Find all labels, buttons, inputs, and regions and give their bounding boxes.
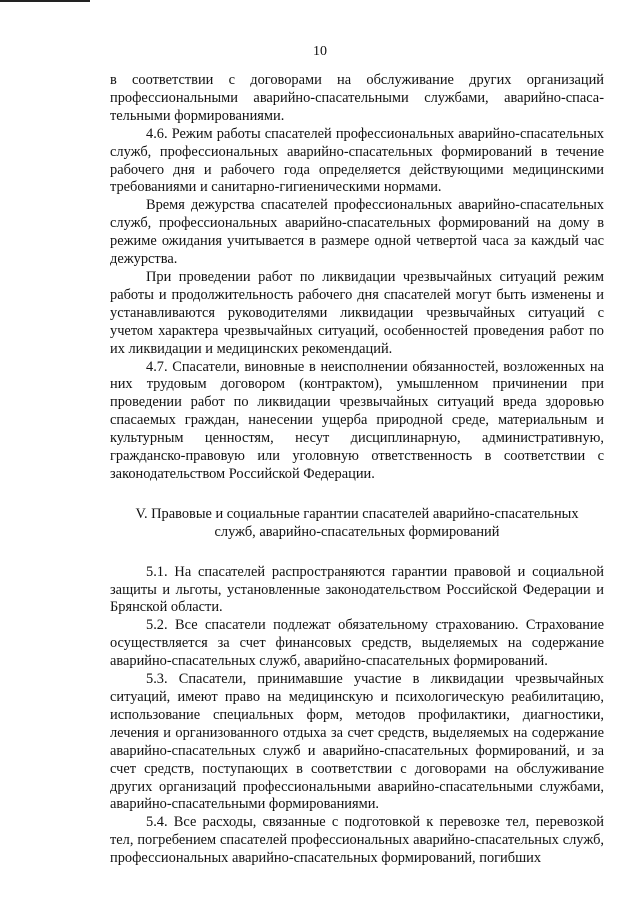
section-heading-line-1: V. Правовые и социальные гарантии спасателей аварийно-спасательных — [135, 505, 579, 522]
paragraph-4-7: 4.7. Спасатели, виновные в неисполнении обязанностей, возложенных на них трудовым договором (контрактом), умышленном причинении при проведении работ по ликвидации чрезвычайных ситуаций вреда здоровью спасаемых граждан, нанесении ущерба природной среде, материальным и культурным ценностям, несут дисциплинарную, административную, гражданско-правовую или уголовную ответственность в соответствии с законодательством Российской Федерации. — [110, 358, 604, 482]
document-body — [110, 72, 604, 868]
page-number: 10 — [313, 44, 327, 59]
paragraph-emergency-mode: При проведении работ по ликвидации чрезвычайных ситуаций режим работы и продолжительность рабочего дня спасателей могут быть изменены и устанавливаются руководителями ликвидации чрезвычайных ситуаций с учетом характера чрезвычайных ситуаций, особенностей проведения работ по их ликвидации и медицинских рекомендаций. — [110, 268, 604, 357]
section-heading — [110, 506, 604, 542]
paragraph-5-2: 5.2. Все спасатели подлежат обязательному страхованию. Страхование осуществляется за счет финансовых средств, выделяемых на содержание аварийно-спасательных служб, аварийно-спасательных формирований. — [110, 617, 604, 670]
paragraph-4-6: 4.6. Режим работы спасателей профессиональных аварийно-спасательных служб, профессиональных аварийно-спасательных формирований в течение рабочего дня и рабочего года определяется действующими медицинскими требованиями и санитарно-гигиеническими нормами. — [110, 125, 604, 196]
header-rule — [0, 0, 90, 2]
paragraph-continuation: в соответствии с договорами на обслуживание других организаций профессиональными аварийно-спасательными службами, аварийно-спасательными формированиями. — [110, 72, 604, 124]
paragraph-5-4: 5.4. Все расходы, связанные с подготовкой к перевозке тел, перевозкой тел, погребением спасателей профессиональных аварийно-спасательных служб, профессиональных аварийно-спасательных формирований, погибших — [110, 814, 604, 867]
section-heading-line-2: служб, аварийно-спасательных формирований — [214, 523, 500, 540]
paragraph-5-3: 5.3. Спасатели, принимавшие участие в ликвидации чрезвычайных ситуаций, имеют право на медицинскую и психологическую реабилитацию, использование специальных форм, методов профилактики, диагностики, лечения и организованного отдыха за счет средств, выделяемых на содержание аварийно-спасательных служб и аварийно-спасательных формирований, и за счет средств, поступающих в соответствии с договорами на обслуживание других организаций профессиональными аварийно-спасательными службами, аварийно-спасательными формированиями. — [110, 671, 604, 813]
paragraph-5-1: 5.1. На спасателей распространяются гарантии правовой и социальной защиты и льготы, установленные законодательством Российской Федерации и Брянской области. — [110, 563, 604, 616]
paragraph-duty-time: Время дежурства спасателей профессиональных аварийно-спасательных служб, профессиональных аварийно-спасательных формирований на дому в режиме ожидания учитывается в размере одной четвертой часа за каждый час дежурства. — [110, 197, 604, 268]
